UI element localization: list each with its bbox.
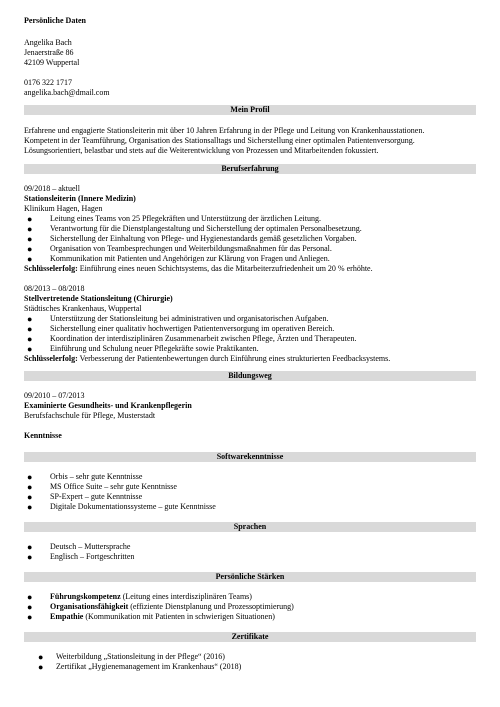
list-item [24, 254, 476, 264]
list-item [24, 234, 476, 244]
job-employer: Städtisches Krankenhaus, Wuppertal [24, 304, 142, 313]
list-item [24, 214, 476, 224]
phone: 0176 322 1717 [24, 78, 72, 87]
strength-text: (effiziente Dienstplanung und Prozessoptimierung) [128, 602, 294, 611]
strengths-list [24, 592, 476, 622]
list-item-text: Organisation von Teambesprechungen und Weiterbildungsmaßnahmen für das Personal. [50, 244, 332, 253]
section-bar-languages: Sprachen [24, 522, 476, 532]
strength-label: Führungskompetenz [50, 592, 121, 601]
strength-text: (Kommunikation mit Patienten in schwierigen Situationen) [83, 612, 275, 621]
email: angelika.bach@dmail.com [24, 88, 110, 97]
list-item-text: SP-Expert – gute Kenntnisse [50, 492, 143, 501]
list-item [24, 592, 476, 602]
list-item-text: Leitung eines Teams von 25 Pflegekräften und Unterstützung der ärztlichen Leitung. [50, 214, 321, 223]
key-success [24, 354, 476, 364]
list-item [24, 344, 476, 354]
job-bullets [24, 314, 476, 354]
list-item [24, 324, 476, 334]
list-item [24, 334, 476, 344]
job-period: 08/2013 – 08/2018 [24, 284, 85, 293]
list-item-text: Deutsch – Muttersprache [50, 542, 131, 551]
bullet-icon: ● [27, 492, 33, 502]
software-list [24, 472, 476, 512]
list-item-text: Digitale Dokumentationssysteme – gute Kenntnisse [50, 502, 216, 511]
bullet-icon: ● [27, 344, 33, 354]
key-success-label: Schlüsselerfolg: [24, 354, 78, 363]
job-title: Stationsleiterin (Innere Medizin) [24, 194, 136, 203]
bullet-icon: ● [38, 662, 44, 672]
list-item [24, 482, 476, 492]
list-item [24, 472, 476, 482]
section-bar-certificates: Zertifikate [24, 632, 476, 642]
resume-page [24, 16, 476, 672]
bullet-icon: ● [27, 224, 33, 234]
languages-list [24, 542, 476, 562]
bullet-icon: ● [38, 652, 44, 662]
list-item-text: Sicherstellung der Einhaltung von Pflege- und Hygienestandards gemäß gesetzlichen Vorgaben. [50, 234, 357, 243]
street: Jenaerstraße 86 [24, 48, 74, 57]
section-bar-strengths: Persönliche Stärken [24, 572, 476, 582]
bullet-icon: ● [27, 502, 33, 512]
list-item-text: Einführung und Schulung neuer Pflegekräfte sowie Praktikanten. [50, 344, 259, 353]
city: 42109 Wuppertal [24, 58, 80, 67]
name: Angelika Bach [24, 38, 72, 47]
list-item [24, 492, 476, 502]
education-period: 09/2010 – 07/2013 [24, 391, 85, 400]
list-item [24, 602, 476, 612]
list-item [24, 662, 476, 672]
section-bar-education: Bildungsweg [24, 371, 476, 381]
certificates-list [24, 652, 476, 672]
list-item [24, 224, 476, 234]
bullet-icon: ● [27, 324, 33, 334]
strength-text: (Leitung eines interdisziplinären Teams) [120, 592, 252, 601]
profile-line: Lösungsorientiert, belastbar und stets auf die Weiterentwicklung von Prozessen und Mitarbeitenden fokussiert. [24, 146, 379, 155]
skills-heading: Kenntnisse [24, 431, 62, 440]
key-success [24, 264, 476, 274]
list-item-text: Sicherstellung einer qualitativ hochwertigen Patientenversorgung im operativen Bereich. [50, 324, 335, 333]
bullet-icon: ● [27, 254, 33, 264]
strength-label: Organisationsfähigkeit [50, 602, 129, 611]
list-item-text: Orbis – sehr gute Kenntnisse [50, 472, 143, 481]
job-employer: Klinikum Hagen, Hagen [24, 204, 103, 213]
list-item [24, 542, 476, 552]
job-period: 09/2018 – aktuell [24, 184, 80, 193]
profile-line: Erfahrene und engagierte Stationsleiterin mit über 10 Jahren Erfahrung in der Pflege und Leitung von Krankenhausstationen. [24, 126, 425, 135]
list-item [24, 502, 476, 512]
list-item [24, 314, 476, 324]
list-item-text: Verantwortung für die Dienstplangestaltung und Sicherstellung der optimalen Personalbesetzung. [50, 224, 362, 233]
list-item [24, 612, 476, 622]
key-success-text: Einführung eines neuen Schichtsystems, das die Mitarbeiterzufriedenheit um 20 % erhöhte. [77, 264, 373, 273]
list-item-text: Unterstützung der Stationsleitung bei administrativen und organisatorischen Aufgaben. [50, 314, 329, 323]
section-bar-profile: Mein Profil [24, 105, 476, 115]
list-item-text: Englisch – Fortgeschritten [50, 552, 135, 561]
section-bar-experience: Berufserfahrung [24, 164, 476, 174]
bullet-icon: ● [27, 334, 33, 344]
bullet-icon: ● [27, 244, 33, 254]
key-success-label: Schlüsselerfolg: [24, 264, 78, 273]
list-item-text: Koordination der interdisziplinären Zusammenarbeit zwischen Pflege, Ärzten und Therapeuten. [50, 334, 357, 343]
bullet-icon: ● [27, 592, 33, 602]
bullet-icon: ● [27, 234, 33, 244]
key-success-text: Verbesserung der Patientenbewertungen durch Einführung eines strukturierten Feedbacksystems. [77, 354, 391, 363]
job-title: Stellvertretende Stationsleitung (Chirurgie) [24, 294, 173, 303]
list-item-text: Kommunikation mit Patienten und Angehörigen zur Klärung von Fragen und Anliegen. [50, 254, 330, 263]
bullet-icon: ● [27, 602, 33, 612]
list-item-text: Zertifikat „Hygienemanagement im Krankenhaus“ (2018) [56, 662, 242, 671]
list-item [24, 652, 476, 662]
bullet-icon: ● [27, 482, 33, 492]
education-school: Berufsfachschule für Pflege, Musterstadt [24, 411, 156, 420]
education-title: Examinierte Gesundheits- und Krankenpflegerin [24, 401, 192, 410]
bullet-icon: ● [27, 214, 33, 224]
list-item [24, 552, 476, 562]
bullet-icon: ● [27, 552, 33, 562]
bullet-icon: ● [27, 472, 33, 482]
list-item [24, 244, 476, 254]
section-bar-software: Softwarekenntnisse [24, 452, 476, 462]
job-bullets [24, 214, 476, 264]
bullet-icon: ● [27, 542, 33, 552]
strength-label: Empathie [50, 612, 84, 621]
personal-heading: Persönliche Daten [24, 16, 86, 25]
list-item-text: Weiterbildung „Stationsleitung in der Pflege“ (2016) [56, 652, 225, 661]
profile-line: Kompetent in der Teamführung, Organisation des Stationsalltags und Sicherstellung einer optimalen Patientenversorgung. [24, 136, 415, 145]
bullet-icon: ● [27, 612, 33, 622]
list-item-text: MS Office Suite – sehr gute Kenntnisse [50, 482, 177, 491]
bullet-icon: ● [27, 314, 33, 324]
